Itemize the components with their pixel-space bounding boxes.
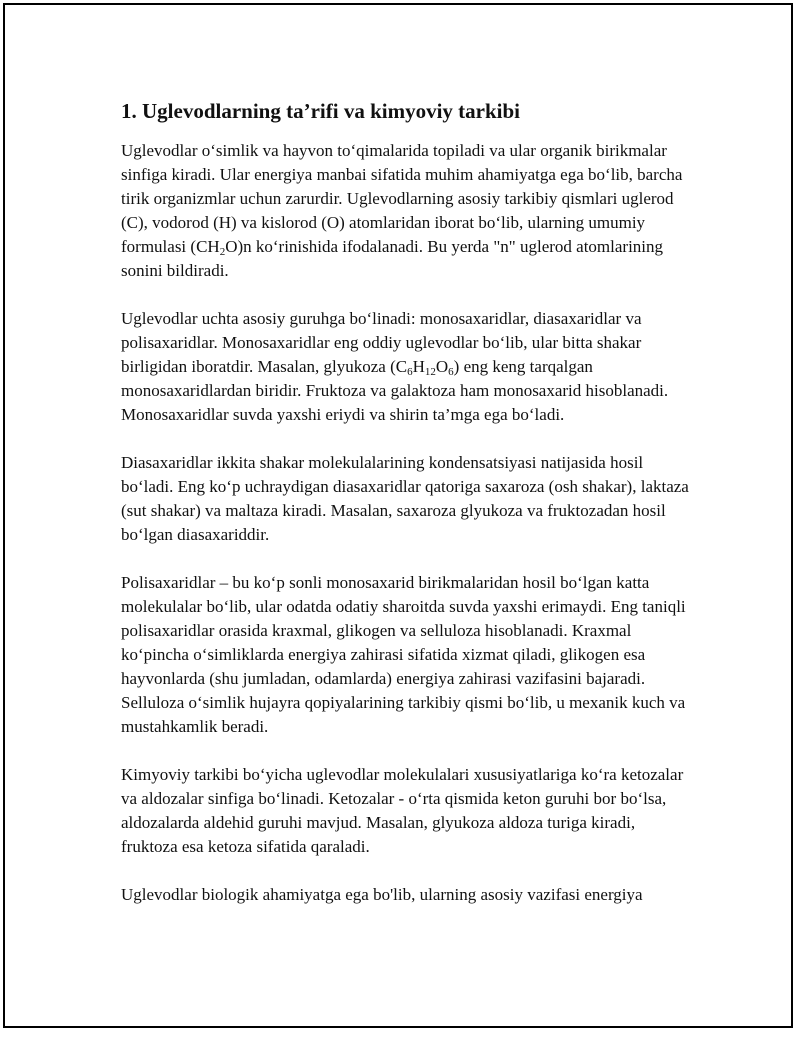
subscript: 6 <box>407 366 413 378</box>
subscript: 12 <box>424 366 436 378</box>
paragraph-text: Uglevodlar o‘simlik va hayvon to‘qimalarida topiladi va ular organik birikmalar sinfiga kiradi. Ular energiya manbai sifatida muhim ahamiyatga ega bo‘lib, barcha tirik organizmlar uchun zarurdir. Uglevodlarning asosiy tarkibiy qismlari uglerod (C), vodorod (H) va kislorod (O) atomlaridan iborat bo‘lib, ularning umumiy formulasi (CH <box>121 141 683 256</box>
paragraph-text: ) eng keng tarqalgan monosaxaridlardan biridir. Fruktoza va galaktoza ham monosaxarid hisoblanadi. Monosaxaridlar suvda yaxshi eriydi va shirin ta’mga ega bo‘ladi. <box>121 357 669 424</box>
document-page <box>3 3 793 1028</box>
paragraph-biological-role: Uglevodlar biologik ahamiyatga ega bo'lib, ularning asosiy vazifasi energiya <box>121 885 643 904</box>
paragraph-disaccharides: Diasaxaridlar ikkita shakar molekulalarining kondensatsiyasi natijasida hosil bo‘ladi. Eng ko‘p uchraydigan diasaxaridlar qatoriga saxaroza (osh shakar), laktaza (sut shakar) va maltaza kiradi. Masalan, saxaroza glyukoza va fruktozadan hosil bo‘lgan diasaxariddir. <box>121 453 689 544</box>
paragraph-polysaccharides: Polisaxaridlar – bu ko‘p sonli monosaxarid birikmalaridan hosil bo‘lgan katta molekulalar bo‘lib, ular odatda odatiy sharoitda suvda yaxshi erimaydi. Eng taniqli polisaxaridlar orasida kraxmal, glikogen va selluloza hisoblanadi. Kraxmal ko‘pincha o‘simliklarda energiya zahirasi sifatida xizmat qiladi, glikogen esa hayvonlarda (shu jumladan, odamlarda) energiya zahirasi vazifasini bajaradi. Selluloza o‘simlik hujayra qopiyalarining tarkibiy qismi bo‘lib, u mexanik kuch va mustahkamlik beradi. <box>121 573 686 736</box>
paragraph-text: H <box>412 357 425 376</box>
subscript: 6 <box>448 366 454 378</box>
paragraph-monosaccharides <box>121 307 693 427</box>
paragraph-chemical-classes: Kimyoviy tarkibi bo‘yicha uglevodlar molekulalari xususiyatlariga ko‘ra ketozalar va aldozalar sinfiga bo‘linadi. Ketozalar - o‘rta qismida keton guruhi bor bo‘lsa, aldozalarda aldehid guruhi mavjud. Masalan, glyukoza aldoza turiga kiradi, fruktoza esa ketoza sifatida qaraladi. <box>121 765 684 856</box>
document-body <box>121 97 693 931</box>
paragraph-definition <box>121 139 693 283</box>
section-heading: 1. Uglevodlarning ta’rifi va kimyoviy tarkibi <box>121 99 520 123</box>
paragraph-text: Uglevodlar uchta asosiy guruhga bo‘linadi: monosaxaridlar, diasaxaridlar va polisaxaridlar. Monosaxaridlar eng oddiy uglevodlar bo‘lib, ular bitta shakar birligidan iboratdir. Masalan, glyukoza (C <box>121 309 642 376</box>
paragraph-text: O)n ko‘rinishida ifodalanadi. Bu yerda "n" uglerod atomlarining sonini bildiradi. <box>121 237 664 280</box>
subscript: 2 <box>219 246 226 258</box>
paragraph-text: O <box>435 357 449 376</box>
